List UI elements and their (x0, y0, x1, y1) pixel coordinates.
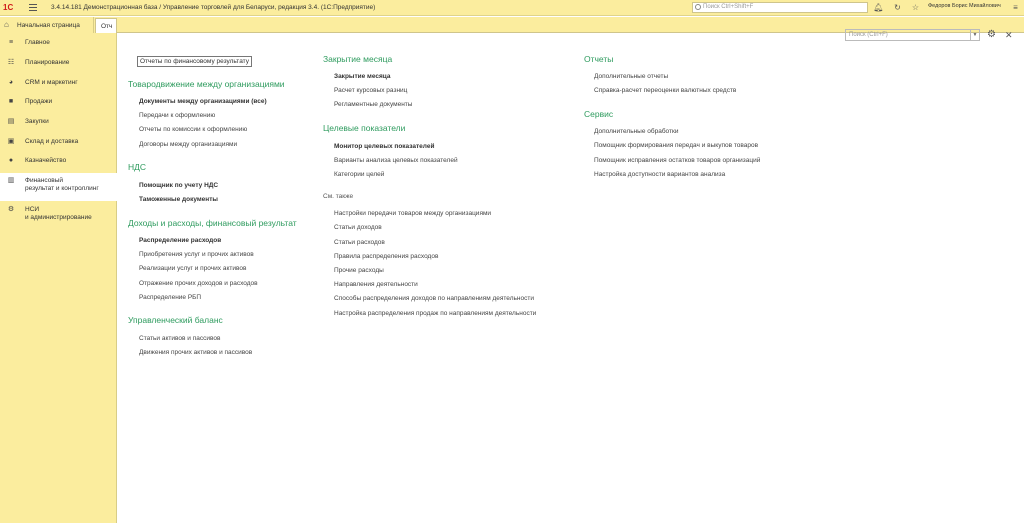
link-asset-liability-items[interactable]: Статьи активов и пассивов (139, 335, 221, 342)
link-service-purchases[interactable]: Приобретения услуг и прочих активов (139, 251, 254, 258)
history-icon[interactable]: ↻ (894, 3, 901, 12)
link-other-expenses[interactable]: Прочие расходы (334, 267, 384, 274)
crm-icon: ◕ (8, 79, 14, 86)
link-income-distribution-methods[interactable]: Способы распределения доходов по направлениям деятельности (334, 295, 534, 302)
sidebar-item-label-line2: результат и контроллинг (25, 185, 99, 192)
section-title-month-close: Закрытие месяца (323, 54, 393, 64)
section-title-intercompany: Товародвижение между организациями (128, 79, 285, 89)
link-vat-assistant[interactable]: Помощник по учету НДС (139, 182, 219, 189)
sidebar-item-label: Склад и доставка (25, 138, 79, 145)
chevron-down-icon[interactable]: ▼ (970, 30, 979, 40)
sidebar-item-label: Продажи (25, 98, 53, 105)
logo-1c: 1С (3, 2, 14, 12)
user-name[interactable]: Федоров Борис Михайлович (928, 3, 1001, 9)
link-expense-rules[interactable]: Правила распределения расходов (334, 253, 439, 260)
sales-icon: ■ (8, 98, 14, 105)
close-icon[interactable]: ✕ (1005, 30, 1013, 40)
sidebar-item-label-line2: и администрирование (25, 214, 92, 221)
link-additional-reports[interactable]: Дополнительные отчеты (594, 73, 669, 80)
main-panel (118, 33, 1024, 523)
link-business-lines[interactable]: Направления деятельности (334, 281, 418, 288)
link-other-income-expenses[interactable]: Отражение прочих доходов и расходов (139, 280, 258, 287)
sidebar-item-label: Казначейство (25, 157, 67, 164)
link-intercompany-docs[interactable]: Документы между организациями (все) (139, 98, 267, 105)
link-asset-movements[interactable]: Движения прочих активов и пассивов (139, 349, 253, 356)
sidebar-item-label: Закупки (25, 118, 49, 125)
sidebar-item-label: Главное (25, 39, 50, 46)
link-expense-distribution[interactable]: Распределение расходов (139, 237, 222, 244)
section-title-targets: Целевые показатели (323, 123, 406, 133)
tab-home-label: Начальная страница (17, 21, 80, 29)
link-transfers-to-process[interactable]: Передачи к оформлению (139, 112, 216, 119)
sidebar-item-main[interactable] (0, 39, 117, 47)
bell-icon[interactable]: 🔔︎ (873, 3, 884, 12)
sidebar-item-admin[interactable] (0, 206, 117, 222)
sidebar-item-label: CRM и маркетинг (25, 79, 78, 86)
settings-menu-icon[interactable]: ≡ (1013, 3, 1018, 12)
sidebar-item-label: Планирование (25, 59, 70, 66)
link-rbp-distribution[interactable]: Распределение РБП (139, 294, 202, 301)
link-analysis-access-settings[interactable]: Настройка доступности вариантов анализа (594, 171, 726, 178)
link-transfer-settings[interactable]: Настройки передачи товаров между организациями (334, 210, 492, 217)
section-title-service: Сервис (584, 109, 614, 119)
section-search-placeholder: Поиск (Ctrl+F) (849, 32, 888, 38)
link-target-analysis-variants[interactable]: Варианты анализа целевых показателей (334, 157, 458, 164)
link-target-monitor[interactable]: Монитор целевых показателей (334, 143, 435, 150)
search-icon (695, 4, 701, 10)
link-income-items[interactable]: Статьи доходов (334, 224, 382, 231)
tab-home[interactable] (0, 17, 94, 33)
link-expense-items[interactable]: Статьи расходов (334, 239, 385, 246)
section-title-vat: НДС (128, 162, 147, 172)
star-icon[interactable]: ☆ (911, 3, 920, 12)
sidebar-item-treasury[interactable] (0, 157, 117, 165)
sidebar-item-sales[interactable] (0, 98, 117, 106)
menu-icon: ≡ (8, 39, 14, 46)
link-service-sales[interactable]: Реализации услуг и прочих активов (139, 265, 247, 272)
section-title-reports: Отчеты (584, 54, 614, 64)
link-commission-reports[interactable]: Отчеты по комиссии к оформлению (139, 126, 248, 133)
sidebar-item-label (25, 206, 92, 222)
sidebar-item-finance[interactable] (0, 173, 117, 201)
link-sales-distribution-settings[interactable]: Настройка распределения продаж по направлениям деятельности (334, 310, 537, 317)
link-routine-docs[interactable]: Регламентные документы (334, 101, 413, 108)
link-goal-categories[interactable]: Категории целей (334, 171, 385, 178)
treasury-icon: ● (8, 157, 14, 164)
planning-icon: ☷ (7, 59, 15, 66)
sidebar-item-label (25, 177, 99, 193)
sidebar-item-crm[interactable] (0, 79, 117, 87)
finance-icon: ▥ (7, 177, 15, 184)
gear-icon[interactable]: ⚙ (987, 29, 996, 40)
sidebar-item-label-line1: Финансовый (25, 177, 64, 184)
section-title-balance: Управленческий баланс (128, 315, 223, 325)
link-customs-docs[interactable]: Таможенные документы (139, 196, 218, 203)
sidebar-item-warehouse[interactable] (0, 138, 117, 146)
link-month-close[interactable]: Закрытие месяца (334, 73, 391, 80)
settings-icon: ⚙ (7, 206, 15, 213)
link-exchange-diff[interactable]: Расчет курсовых разниц (334, 87, 408, 94)
section-search-input[interactable] (845, 29, 980, 41)
warehouse-icon: ▣ (7, 138, 15, 145)
title-bar (0, 0, 1024, 16)
report-fin-results-link[interactable]: Отчеты по финансовому результату (137, 56, 252, 67)
global-search-input[interactable] (692, 2, 868, 13)
sidebar (0, 33, 117, 523)
link-additional-processing[interactable]: Дополнительные обработки (594, 128, 679, 135)
home-icon: ⌂ (4, 20, 9, 29)
window-title: 3.4.14.181 Демонстрационная база / Управление торговлей для Беларуси, редакция 3.4. (1С:Предприятие) (51, 4, 376, 11)
see-also-heading: См. также (323, 193, 354, 200)
link-currency-revaluation[interactable]: Справка-расчет переоценки валютных средств (594, 87, 737, 94)
link-intercompany-contracts[interactable]: Договоры между организациями (139, 141, 238, 148)
global-search-placeholder: Поиск Ctrl+Shift+F (703, 4, 754, 10)
link-stock-correction-assistant[interactable]: Помощник исправления остатков товаров организаций (594, 157, 761, 164)
tab-reports[interactable]: Отч (95, 18, 117, 33)
purchases-icon: ▤ (7, 118, 15, 125)
link-transfer-assistant[interactable]: Помощник формирования передач и выкупов товаров (594, 142, 759, 149)
main-menu-icon[interactable] (29, 2, 39, 14)
section-title-income-expenses: Доходы и расходы, финансовый результат (128, 218, 297, 228)
sidebar-item-purchases[interactable] (0, 118, 117, 126)
sidebar-item-label-line1: НСИ (25, 206, 40, 213)
sidebar-item-planning[interactable] (0, 59, 117, 67)
